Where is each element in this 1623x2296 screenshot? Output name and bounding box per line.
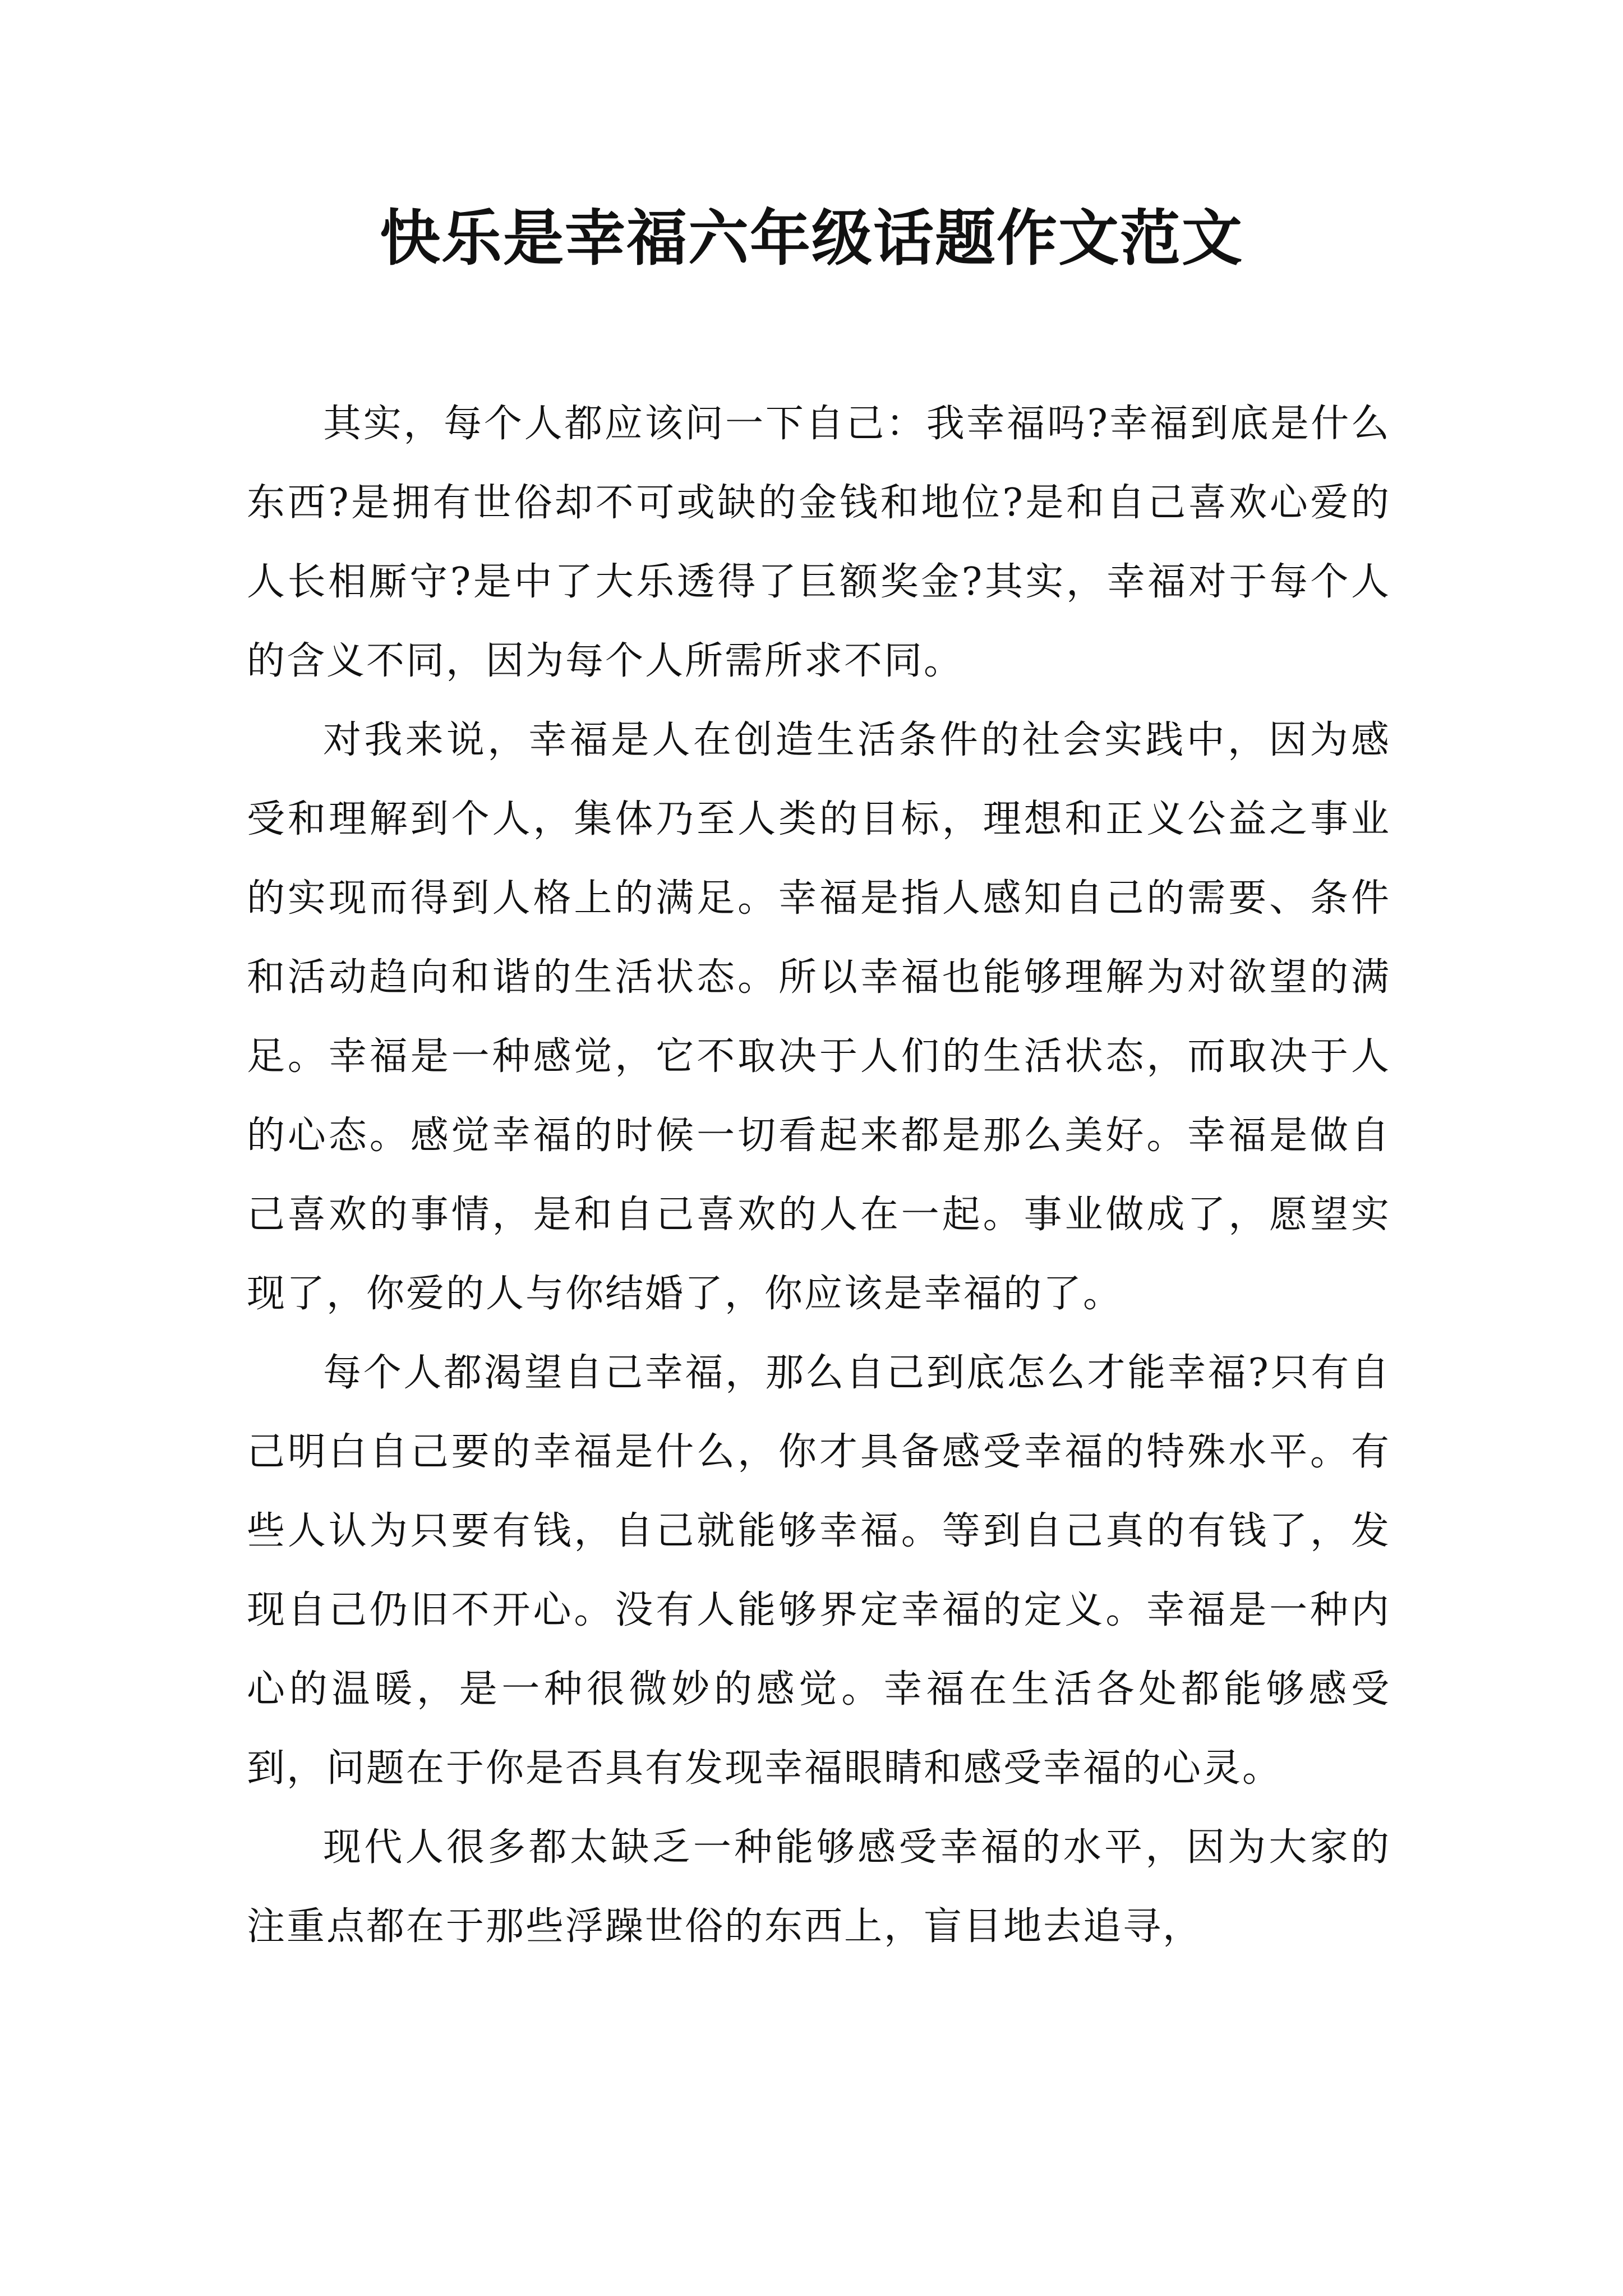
document-title: 快乐是幸福六年级话题作文范文 (379, 203, 1243, 274)
paragraph: 现代人很多都太缺乏一种能够感受幸福的水平，因为大家的注重点都在于那些浮躁世俗的东西上，盲目地去追寻， (247, 1825, 1391, 1949)
paragraph: 其实，每个人都应该问一下自己：我幸福吗?幸福到底是什么东西?是拥有世俗却不可或缺的金钱和地位?是和自己喜欢心爱的人长相厮守?是中了大乐透得了巨额奖金?其实，幸福对于每个人的含义不同，因为每个人所需所求不同。 (247, 402, 1391, 683)
paragraph: 每个人都渴望自己幸福，那么自己到底怎么才能幸福?只有自己明白自己要的幸福是什么，你才具备感受幸福的特殊水平。有些人认为只要有钱，自己就能够幸福。等到自己真的有钱了，发现自己仍旧不开心。没有人能够界定幸福的定义。幸福是一种内心的温暖，是一种很微妙的感觉。幸福在生活各处都能够感受到，问题在于你是否具有发现幸福眼睛和感受幸福的心灵。 (247, 1351, 1391, 1791)
paragraph: 对我来说，幸福是人在创造生活条件的社会实践中，因为感受和理解到个人，集体乃至人类的目标，理想和正义公益之事业的实现而得到人格上的满足。幸福是指人感知自己的需要、条件和活动趋向和谐的生活状态。所以幸福也能够理解为对欲望的满足。幸福是一种感觉，它不取决于人们的生活状态，而取决于人的心态。感觉幸福的时候一切看起来都是那么美好。幸福是做自己喜欢的事情，是和自己喜欢的人在一起。事业做成了，愿望实现了，你爱的人与你结婚了，你应该是幸福的了。 (247, 718, 1391, 1316)
document-body (247, 384, 1391, 1966)
